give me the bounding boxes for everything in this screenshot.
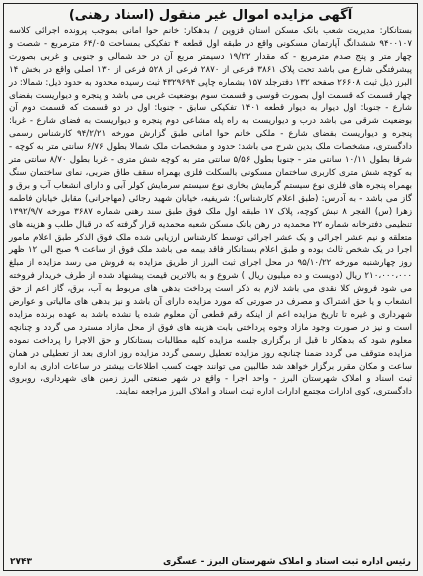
notice-body: بستانکار: مدیریت شعب بانک مسکن استان قزوین / بدهکار: خانم حوا امانی بموجب پرونده اجرائی کلاسه ۹۴۰۰۱۰۷ ششدانگ آپارتمان مسکونی واقع در طبقه اول قطعه ۴ تفکیکی بمساحت ۶۴/۰۵ مترمربع - شصت و چهار متر و پنج صدم مترمربع - که مقدار ۱۹/۲۲ دسیمتر مربع آن در حد شمالی و جنوبی و غربی بصورت پیشرفتگی شارع می باشد تحت پلاک ۳۸۶۱ فرعی از ۲۸۷۰ فرعی از ۵۲۸ فرعی از ۱۳۰ اصلی واقع در بخش ۱۴ البرز ذیل ثبت ۲۶۶۰۸ صفحه ۱۳۲ دفترجلد ۱۵۷ بشماره چاپی ۴۳۲۹۶۹۴ ثبت رسیده محدود به حدود ذیل: شمالا: در چهار قسمت که قسمت اول بصورت قوسی و قسمت سوم بوضعیت غربی می باشد و پنجره و دیواریست بفضای شارع - جنوبا: اول دیوار به دیوار قطعه ۱۴۰۱ تفکیکی سابق - جنوبا: اول در دو قسمت که قسمت دوم آن بوضعیت شرقی می باشد درب و دیواریست به راه پله مشاعی دوم پنجره و دیواریست به فضای شارع - غربا: پنجره و دیواریست بفضای شارع - ملکی خانم حوا امانی طبق گزارش مورخه ۹۴/۲/۲۱ کارشناس رسمی دادگستری، مشخصات ملک بدین شرح می باشد: حدود و مشخصات ملک شمالا بطول ۶/۷۶ سانتی متر به کوچه - شرقا بطول ۱۰/۱۱ سانتی متر - جنوبا بطول ۵/۵۶ سانتی متر به کوچه شش متری - غربا بطول ۸/۷۰ سانتی متر به کوچه شش متری کاربری ساختمان مسکونی بالسکلت فلزی بهمراه سقف طاق ضربی، نمای ساختمان سنگ بهمراه پنجره های فلزی نوع سیستم گرمایش بخاری نوع سیستم سرمایش کولر آبی و دارای انشعاب آب و برق و گاز می باشد - به آدرس: (طبق اعلام کارشناس): شریفیه، خیابان شهید رجائی (مهاجرانی) مقابل خیابان فاطمه زهرا (س) الفجر ۸ نبش کوچه، پلاک ۱۷ طبقه اول ملک فوق طبق سند رهنی شماره ۳۶۸۷ مورخه ۱۳۹۲/۹/۷ تنظیمی دفترخانه شماره ۲۲ محمدیه در رهن بانک مسکن شعبه محمدیه قرار گرفته که در قبال طلب و هزینه های متعلقه و نیم عشر اجرائی و یک عشر اجرائی توسط کارشناس ارزیابی شده ملک فوق الذکر طبق اعلام مامور اجرا در یک شخص ثالث بوده و طبق اعلام بستانکار فاقد بیمه می باشد ملک فوق از ساعت ۹ صبح الی ۱۲ ظهر روز چهارشنبه مورخه ۹۵/۱۰/۲۲ در محل اجرای ثبت البرز از طریق مزایده به فروش می رسد مزایده از مبلغ ۲۱۰،۰۰۰،۰۰۰ ریال (دویست و ده میلیون ریال ) شروع و به بالاترین قیمت پیشنهاد شده از طرف خریدار فروخته می شود فروش کلا نقدی می باشد لازم به ذکر است پرداخت بدهی های مربوط به آب، برق، گاز اعم از حق انشعاب و یا حق اشتراک و مصرف در صورتی که مورد مزایده دارای آن باشد و نیز بدهی های مالیاتی و عوارض شهرداری و غیره تا تاریخ مزایده اعم از اینکه رقم قطعی آن معلوم شده یا نشده باشد به عهده برنده مزایده است و نیز در صورت وجود مازاد وجوه پرداختی بابت هزینه های فوق از محل مازاد مسترد می گردد و چنانچه معلوم شود که بدهکار تا قبل از برگزاری جلسه مزایده کلیه مطالبات بستانکار و حق الاجرا را پرداخت نموده مزایده متوقف می گردد ضمنا چنانچه روز مزایده تعطیل رسمی گردد مزایده روز اداری بعد از تعطیلی در همان ساعت و مکان مقرر برگزار خواهد شد طالبین می توانند جهت کسب اطلاعات بیشتر در ساعات اداری به اداره ثبت اسناد و املاک شهرستان البرز - واحد اجرا - واقع در شهر صنعتی البرز زمین های شهرداری، روبروی دادگستری، کوی ادارات مجتمع ادارات اداره ثبت اسناد و املاک البرز مراجعه نمایند. xyxy=(9,26,413,398)
notice-footer xyxy=(4,557,417,567)
notice-frame xyxy=(3,3,418,571)
notice-title: آگهی مزایده اموال غیر منقول (اسناد رهنی) xyxy=(68,8,353,23)
reference-number: ۲۷۴۳ xyxy=(10,557,32,567)
signature-line: رئیس اداره ثبت اسناد و املاک شهرستان البرز - عسگری xyxy=(163,557,411,567)
